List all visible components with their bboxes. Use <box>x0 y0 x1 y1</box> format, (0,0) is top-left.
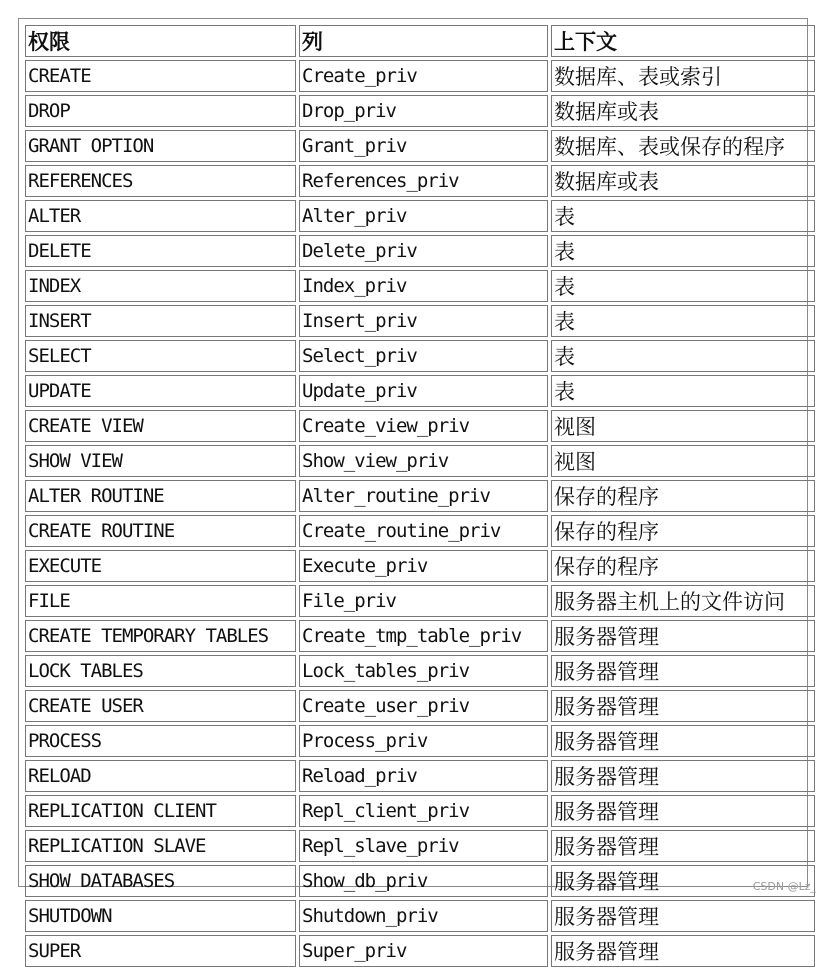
table-row <box>25 655 815 687</box>
privilege-cell: SHOW DATABASES <box>25 865 296 897</box>
column-cell: Create_routine_priv <box>299 515 548 547</box>
column-cell: Show_db_priv <box>299 865 548 897</box>
privilege-cell: SUPER <box>25 935 296 967</box>
context-cell: 数据库或表 <box>551 165 815 197</box>
privilege-cell: REPLICATION CLIENT <box>25 795 296 827</box>
context-cell: 服务器管理 <box>551 865 815 897</box>
privilege-cell: DROP <box>25 95 296 127</box>
table-row <box>25 410 815 442</box>
column-cell: Select_priv <box>299 340 548 372</box>
column-cell: Super_priv <box>299 935 548 967</box>
table-row <box>25 60 815 92</box>
column-cell: Index_priv <box>299 270 548 302</box>
privilege-cell: GRANT OPTION <box>25 130 296 162</box>
table-row <box>25 620 815 652</box>
table-row <box>25 305 815 337</box>
context-cell: 数据库或表 <box>551 95 815 127</box>
column-cell: Repl_client_priv <box>299 795 548 827</box>
context-cell: 服务器管理 <box>551 760 815 792</box>
privilege-cell: SHUTDOWN <box>25 900 296 932</box>
context-cell: 服务器管理 <box>551 655 815 687</box>
column-cell: Delete_priv <box>299 235 548 267</box>
context-cell: 保存的程序 <box>551 550 815 582</box>
table-row <box>25 900 815 932</box>
table-row <box>25 550 815 582</box>
context-cell: 表 <box>551 200 815 232</box>
table-row <box>25 340 815 372</box>
column-cell: File_priv <box>299 585 548 617</box>
privilege-cell: REFERENCES <box>25 165 296 197</box>
context-cell: 表 <box>551 375 815 407</box>
privilege-cell: REPLICATION SLAVE <box>25 830 296 862</box>
column-cell: Grant_priv <box>299 130 548 162</box>
context-cell: 保存的程序 <box>551 515 815 547</box>
context-cell: 保存的程序 <box>551 480 815 512</box>
context-cell: 表 <box>551 340 815 372</box>
column-cell: Shutdown_priv <box>299 900 548 932</box>
column-cell: Create_tmp_table_priv <box>299 620 548 652</box>
table-row <box>25 935 815 967</box>
privilege-cell: SELECT <box>25 340 296 372</box>
context-cell: 服务器管理 <box>551 620 815 652</box>
header-privilege: 权限 <box>25 25 296 57</box>
privilege-cell: UPDATE <box>25 375 296 407</box>
column-cell: Create_user_priv <box>299 690 548 722</box>
privilege-cell: FILE <box>25 585 296 617</box>
table-row <box>25 95 815 127</box>
column-cell: Process_priv <box>299 725 548 757</box>
table-row <box>25 725 815 757</box>
privilege-cell: CREATE <box>25 60 296 92</box>
privilege-cell: EXECUTE <box>25 550 296 582</box>
column-cell: Show_view_priv <box>299 445 548 477</box>
privilege-cell: RELOAD <box>25 760 296 792</box>
column-cell: References_priv <box>299 165 548 197</box>
context-cell: 服务器管理 <box>551 795 815 827</box>
table-row <box>25 515 815 547</box>
column-cell: Create_view_priv <box>299 410 548 442</box>
table-row <box>25 445 815 477</box>
header-row <box>25 25 815 57</box>
column-cell: Create_priv <box>299 60 548 92</box>
table-row <box>25 200 815 232</box>
context-cell: 表 <box>551 270 815 302</box>
column-cell: Update_priv <box>299 375 548 407</box>
table-row <box>25 795 815 827</box>
table-row <box>25 480 815 512</box>
privileges-table <box>22 22 818 970</box>
table-row <box>25 270 815 302</box>
table-row <box>25 830 815 862</box>
context-cell: 服务器管理 <box>551 690 815 722</box>
column-cell: Repl_slave_priv <box>299 830 548 862</box>
column-cell: Alter_routine_priv <box>299 480 548 512</box>
table-row <box>25 690 815 722</box>
privilege-cell: DELETE <box>25 235 296 267</box>
table-row <box>25 165 815 197</box>
header-column: 列 <box>299 25 548 57</box>
context-cell: 视图 <box>551 410 815 442</box>
context-cell: 服务器管理 <box>551 725 815 757</box>
context-cell: 数据库、表或索引 <box>551 60 815 92</box>
privilege-cell: LOCK TABLES <box>25 655 296 687</box>
privilege-cell: INDEX <box>25 270 296 302</box>
watermark: CSDN @Lz_ <box>752 880 816 893</box>
context-cell: 服务器管理 <box>551 935 815 967</box>
table-row <box>25 760 815 792</box>
table-row <box>25 865 815 897</box>
context-cell: 表 <box>551 305 815 337</box>
column-cell: Alter_priv <box>299 200 548 232</box>
privilege-cell: SHOW VIEW <box>25 445 296 477</box>
table-row <box>25 585 815 617</box>
column-cell: Drop_priv <box>299 95 548 127</box>
context-cell: 服务器管理 <box>551 900 815 932</box>
privilege-cell: CREATE VIEW <box>25 410 296 442</box>
column-cell: Execute_priv <box>299 550 548 582</box>
context-cell: 视图 <box>551 445 815 477</box>
table-row <box>25 235 815 267</box>
column-cell: Lock_tables_priv <box>299 655 548 687</box>
privilege-cell: ALTER <box>25 200 296 232</box>
table-row <box>25 375 815 407</box>
context-cell: 表 <box>551 235 815 267</box>
privilege-cell: ALTER ROUTINE <box>25 480 296 512</box>
context-cell: 数据库、表或保存的程序 <box>551 130 815 162</box>
column-cell: Insert_priv <box>299 305 548 337</box>
privilege-cell: CREATE TEMPORARY TABLES <box>25 620 296 652</box>
privilege-cell: INSERT <box>25 305 296 337</box>
privilege-cell: CREATE ROUTINE <box>25 515 296 547</box>
column-cell: Reload_priv <box>299 760 548 792</box>
table-row <box>25 130 815 162</box>
header-context: 上下文 <box>551 25 815 57</box>
privilege-cell: PROCESS <box>25 725 296 757</box>
context-cell: 服务器管理 <box>551 830 815 862</box>
privilege-cell: CREATE USER <box>25 690 296 722</box>
context-cell: 服务器主机上的文件访问 <box>551 585 815 617</box>
